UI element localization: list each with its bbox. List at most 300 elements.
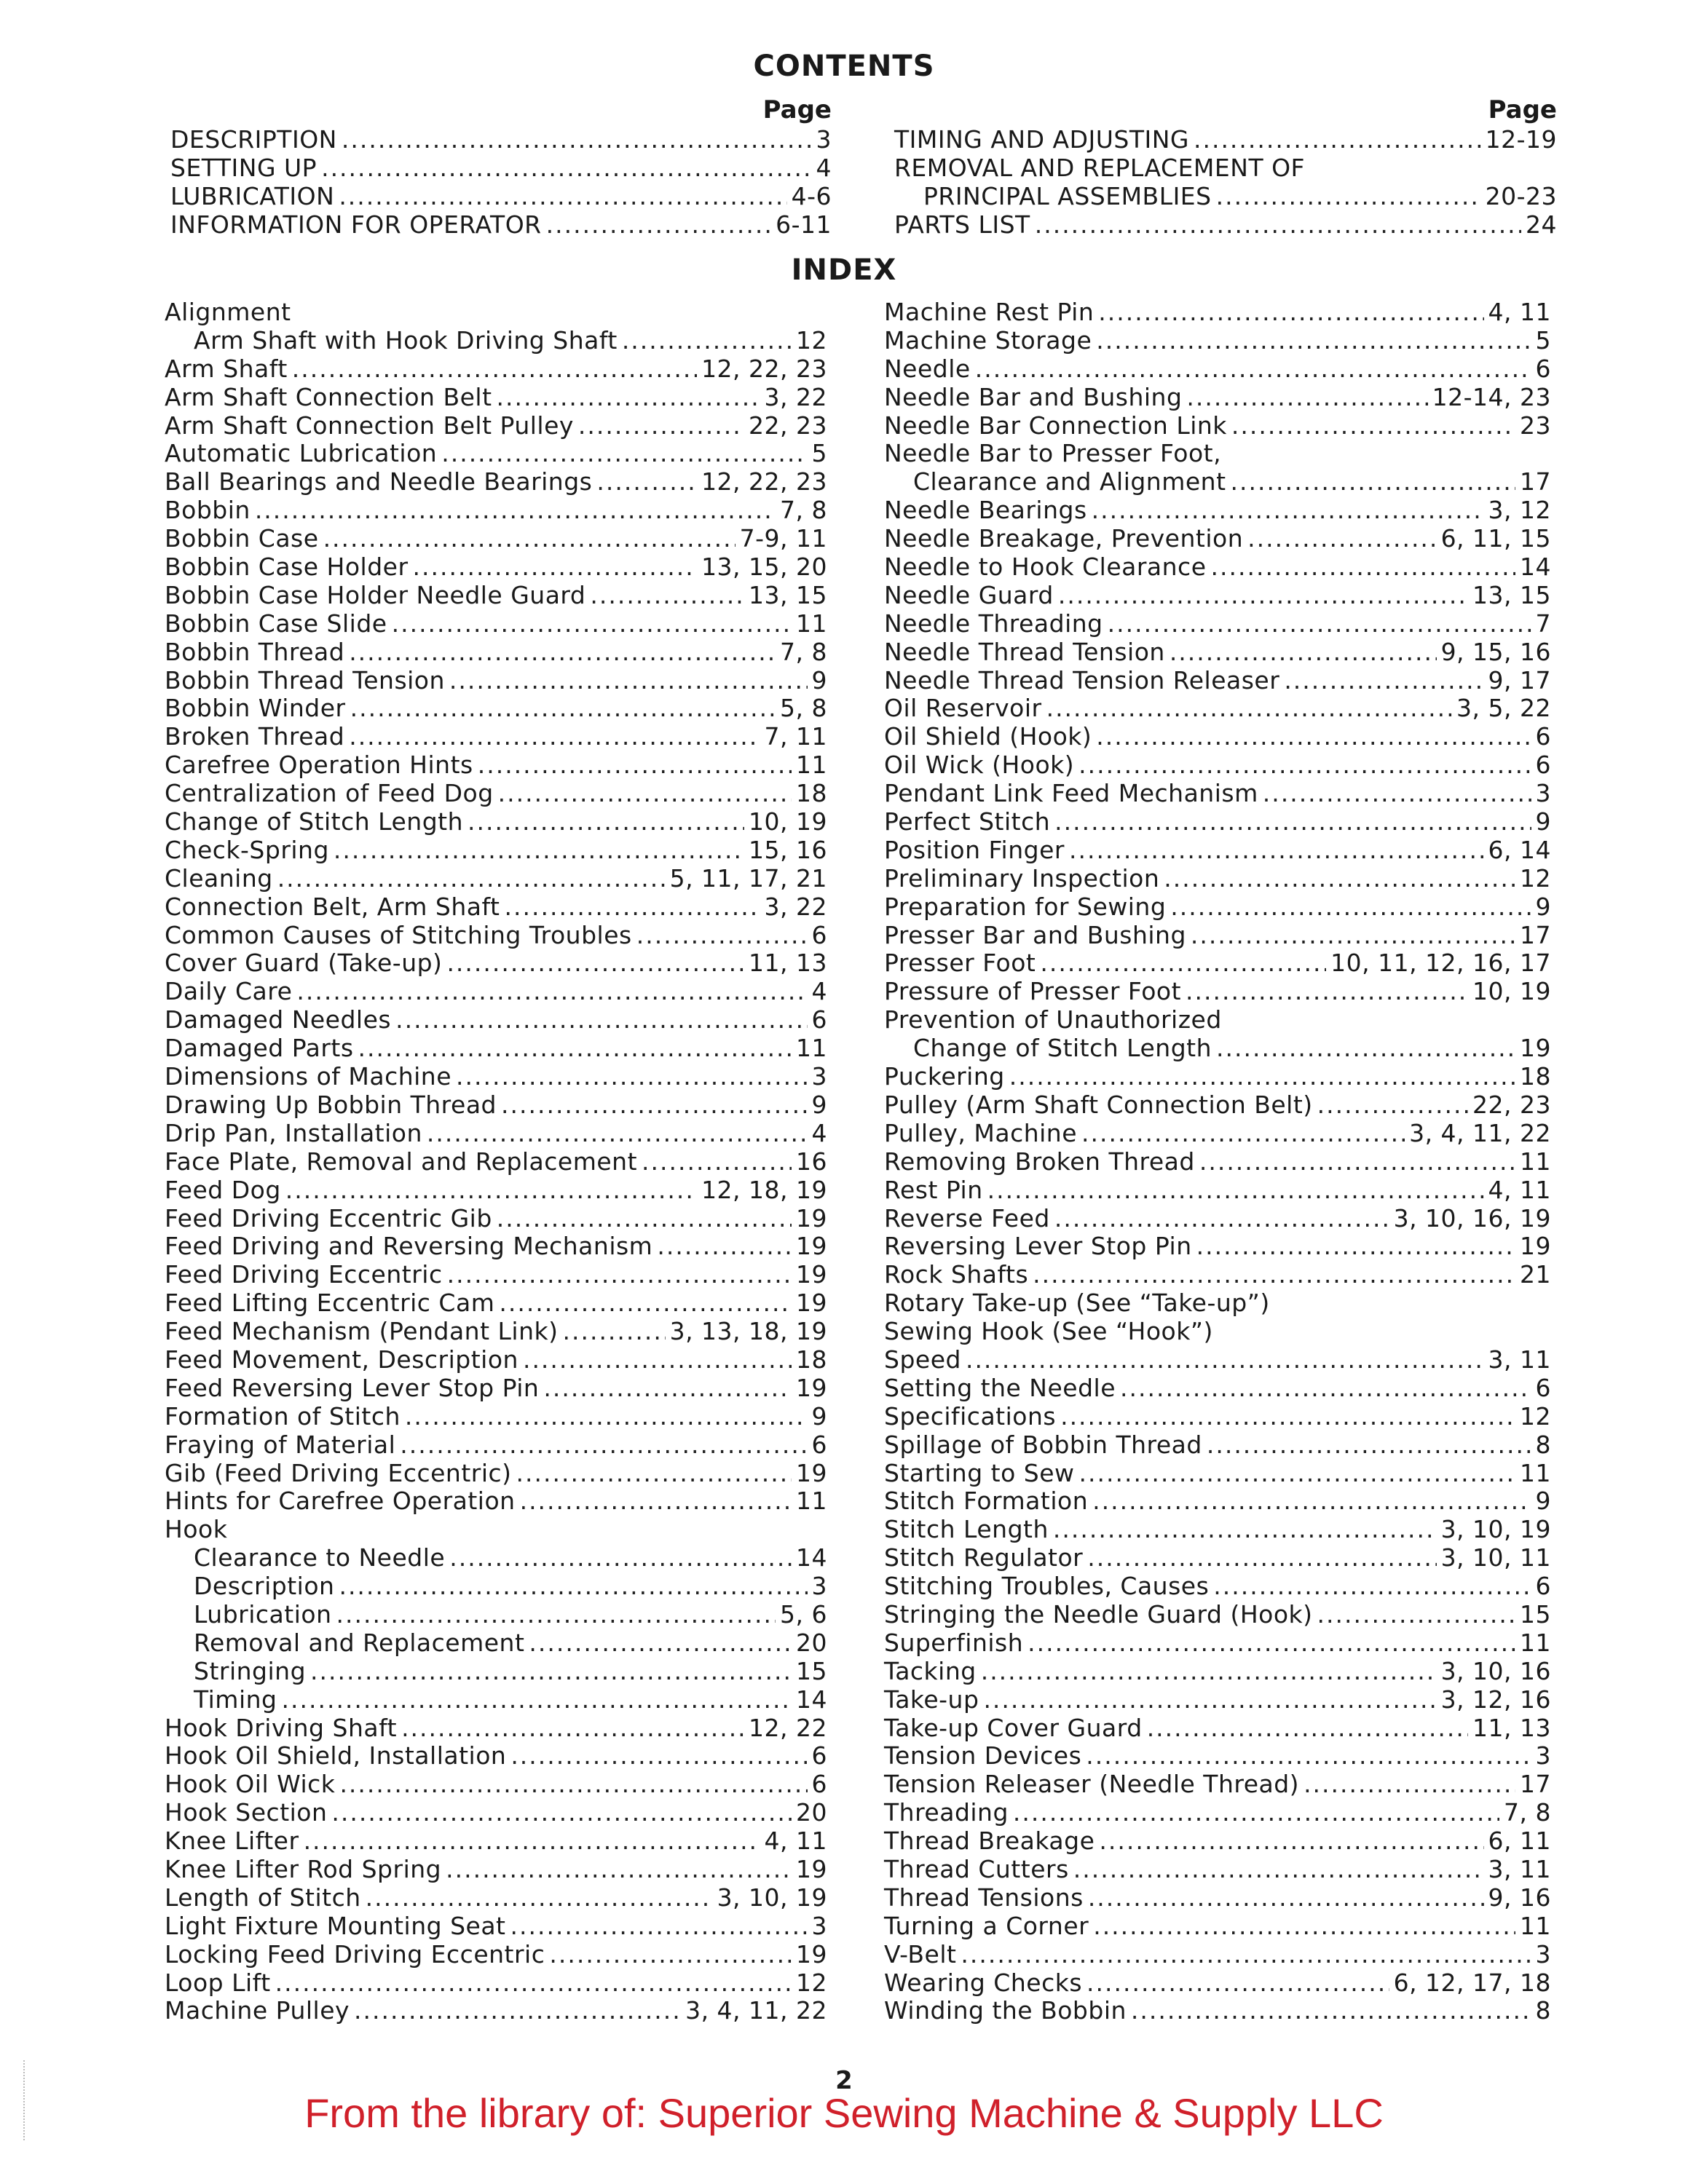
entry-page: 11	[796, 609, 827, 638]
index-entry	[884, 1572, 1551, 1601]
entry-page: 8	[1535, 1430, 1551, 1459]
entry-label: Oil Shield (Hook)	[884, 722, 1092, 751]
contents-right-column	[894, 95, 1557, 239]
entry-label: Pulley, Machine	[884, 1118, 1078, 1147]
entry-page: 6	[811, 1005, 827, 1034]
entry-label: Length of Stitch	[165, 1883, 361, 1912]
entry-page: 6	[811, 920, 827, 949]
leader-dots	[350, 695, 776, 723]
entry-page: 9, 15, 16	[1440, 637, 1551, 666]
leader-dots	[1216, 182, 1481, 210]
entry-label: Pulley (Arm Shaft Connection Belt)	[884, 1090, 1313, 1119]
entry-page: 14	[796, 1543, 827, 1572]
index-entry	[884, 836, 1551, 865]
entry-label: Prevention of Unauthorized	[884, 1005, 1222, 1034]
leader-dots	[1096, 723, 1531, 751]
leader-dots	[449, 667, 808, 695]
index-entry	[884, 1006, 1551, 1034]
leader-dots	[285, 1176, 697, 1205]
contents-left-column	[170, 95, 832, 239]
leader-dots	[400, 1431, 807, 1460]
entry-page: 3	[811, 1911, 827, 1940]
index-entry	[165, 1884, 827, 1912]
index-entry	[884, 553, 1551, 582]
entry-page: 3, 4, 11, 22	[685, 1996, 827, 2025]
leader-dots	[292, 355, 697, 384]
entry-page: 13, 15	[1472, 580, 1551, 609]
entry-label: Arm Shaft Connection Belt	[165, 382, 492, 411]
index-entry	[165, 1346, 827, 1374]
entry-label: Needle Threading	[884, 609, 1103, 638]
entry-label: INFORMATION FOR OPERATOR	[170, 210, 542, 239]
entry-page: 6	[1535, 1572, 1551, 1601]
entry-page: 9, 17	[1488, 665, 1551, 695]
leader-dots	[354, 1997, 681, 2025]
entry-label: Needle Thread Tension Releaser	[884, 665, 1280, 695]
leader-dots	[1013, 1799, 1499, 1827]
leader-dots	[1079, 1460, 1516, 1488]
index-entry	[165, 525, 827, 553]
leader-dots	[1216, 1034, 1515, 1063]
entry-page: 19	[796, 1289, 827, 1318]
entry-page: 9	[811, 1401, 827, 1431]
entry-label: PARTS LIST	[894, 210, 1030, 239]
entry-label: Feed Driving and Reversing Mechanism	[165, 1232, 653, 1261]
leader-dots	[323, 525, 735, 553]
leader-dots	[456, 1063, 807, 1091]
entry-label: Drip Pan, Installation	[165, 1118, 422, 1147]
index-entry	[884, 355, 1551, 384]
index-entry	[165, 667, 827, 695]
entry-page: 20	[796, 1798, 827, 1827]
entry-label: Perfect Stitch	[884, 807, 1051, 836]
entry-page: 22, 23	[749, 411, 827, 440]
index-entry	[884, 780, 1551, 808]
index-entry	[165, 893, 827, 922]
entry-label: Feed Driving Eccentric Gib	[165, 1203, 492, 1233]
entry-label: Machine Pulley	[165, 1996, 350, 2025]
leader-dots	[336, 1601, 776, 1629]
entry-label: Spillage of Bobbin Thread	[884, 1430, 1202, 1459]
entry-label: Loop Lift	[165, 1968, 271, 1997]
index-entry	[884, 1799, 1551, 1827]
entry-label: Machine Rest Pin	[884, 298, 1095, 326]
page-number: 2	[835, 2066, 853, 2095]
index-entry	[894, 182, 1557, 210]
entry-page: 3, 12, 16	[1440, 1685, 1551, 1714]
entry-label: Locking Feed Driving Eccentric	[165, 1939, 545, 1969]
entry-page: 5, 8	[780, 694, 827, 723]
entry-label: Feed Movement, Description	[165, 1345, 518, 1374]
index-entry	[165, 1176, 827, 1205]
entry-page: 7, 8	[1504, 1798, 1551, 1827]
entry-page: 12-19	[1485, 125, 1557, 154]
entry-label: Specifications	[884, 1401, 1057, 1431]
leader-dots	[1186, 384, 1427, 412]
index-entry	[884, 695, 1551, 723]
index-entry	[884, 922, 1551, 950]
index-entry	[165, 638, 827, 667]
leader-dots	[1054, 808, 1531, 836]
leader-dots	[1284, 667, 1483, 695]
entry-page: 7, 8	[780, 637, 827, 666]
leader-dots	[657, 1233, 792, 1261]
entry-label: Oil Reservoir	[884, 694, 1042, 723]
index-entry	[165, 496, 827, 525]
index-entry	[165, 780, 827, 808]
entry-label: Pressure of Presser Foot	[884, 977, 1182, 1006]
leader-dots	[523, 1346, 792, 1374]
leader-dots	[1099, 1827, 1483, 1856]
index-entry	[170, 125, 832, 154]
index-entry	[165, 1629, 827, 1658]
index-entry	[165, 1006, 827, 1034]
leader-dots	[427, 1120, 808, 1148]
entry-page: 9	[811, 665, 827, 695]
entry-page: 6-11	[776, 210, 832, 239]
leader-dots	[468, 808, 744, 836]
index-entry	[165, 1289, 827, 1318]
entry-page: 19	[796, 1203, 827, 1233]
index-entry	[165, 808, 827, 836]
entry-label: Oil Wick (Hook)	[884, 751, 1075, 780]
index-entry	[165, 553, 827, 582]
entry-label: Stitch Formation	[884, 1487, 1089, 1516]
leader-dots	[1317, 1601, 1515, 1629]
entry-page: 3, 10, 11	[1440, 1543, 1551, 1572]
entry-page: 6, 14	[1488, 835, 1551, 864]
entry-label: Needle Breakage, Prevention	[884, 524, 1244, 553]
index-entry	[165, 1601, 827, 1629]
entry-page: 7, 8	[780, 496, 827, 525]
entry-label: Carefree Operation Hints	[165, 751, 473, 780]
index-entry	[165, 1997, 827, 2025]
leader-dots	[1060, 1403, 1515, 1431]
entry-page: 12	[796, 1968, 827, 1997]
index-entry	[165, 1912, 827, 1941]
index-right-column	[884, 298, 1551, 2025]
leader-dots	[1081, 1120, 1405, 1148]
entry-page: 9	[1535, 892, 1551, 921]
entry-label: Stitch Length	[884, 1515, 1049, 1544]
entry-page: 12, 22, 23	[701, 467, 827, 496]
entry-page: 11, 13	[749, 949, 827, 978]
entry-label: Cover Guard (Take-up)	[165, 949, 443, 978]
index-entry	[165, 1431, 827, 1460]
entry-label: Removal and Replacement	[194, 1628, 525, 1657]
leader-dots	[449, 1544, 792, 1572]
entry-label: Reverse Feed	[884, 1203, 1050, 1233]
leader-dots	[296, 978, 807, 1006]
index-entry	[165, 1091, 827, 1120]
leader-dots	[1054, 1205, 1389, 1233]
leader-dots	[342, 125, 812, 154]
index-entry	[165, 695, 827, 723]
leader-dots	[520, 1487, 792, 1516]
index-entry	[165, 1318, 827, 1346]
entry-label: Needle Guard	[884, 580, 1054, 609]
index-entry	[165, 1770, 827, 1799]
index-entry	[884, 638, 1551, 667]
index-entry	[165, 1063, 827, 1091]
leader-dots	[1164, 865, 1515, 893]
entry-label: Hook	[165, 1515, 228, 1544]
index-entry	[165, 1034, 827, 1063]
entry-label: Turning a Corner	[884, 1911, 1089, 1940]
index-entry	[165, 1572, 827, 1601]
leader-dots	[975, 355, 1531, 384]
leader-dots	[282, 1686, 792, 1714]
index-entry	[165, 1120, 827, 1148]
entry-page: 17	[1520, 920, 1551, 949]
entry-label: Change of Stitch Length	[913, 1034, 1212, 1063]
entry-label: Needle Bar Connection Link	[884, 411, 1227, 440]
index-entry	[165, 1403, 827, 1431]
entry-page: 3, 10, 19	[717, 1883, 827, 1912]
index-title: INDEX	[791, 253, 897, 287]
leader-dots	[1096, 327, 1531, 355]
leader-dots	[1194, 125, 1481, 154]
index-entry	[894, 210, 1557, 239]
index-entry	[884, 298, 1551, 327]
index-entry	[165, 582, 827, 610]
leader-dots	[1170, 893, 1531, 922]
leader-dots	[642, 1148, 792, 1176]
index-entry	[884, 412, 1551, 440]
index-entry	[884, 723, 1551, 751]
index-entry	[884, 1176, 1551, 1205]
entry-page: 3, 11	[1488, 1854, 1551, 1883]
entry-page: 9	[1535, 807, 1551, 836]
index-entry	[165, 1799, 827, 1827]
entry-page: 3, 5, 22	[1456, 694, 1551, 723]
index-entry	[165, 1658, 827, 1686]
leader-dots	[1207, 1431, 1531, 1460]
index-entry	[170, 154, 832, 182]
entry-page: 15	[1520, 1599, 1551, 1629]
index-entry	[884, 1034, 1551, 1063]
index-entry	[884, 1261, 1551, 1289]
entry-label: Feed Dog	[165, 1175, 281, 1204]
entry-label: Bobbin Thread Tension	[165, 665, 445, 695]
entry-label: Stringing	[194, 1656, 307, 1685]
entry-page: 22, 23	[1472, 1090, 1551, 1119]
entry-label: Bobbin	[165, 496, 251, 525]
entry-page: 14	[796, 1685, 827, 1714]
leader-dots	[510, 1912, 807, 1941]
entry-label: Take-up	[884, 1685, 979, 1714]
leader-dots	[590, 582, 744, 610]
entry-label: Feed Driving Eccentric	[165, 1260, 443, 1289]
entry-page: 19	[1520, 1232, 1551, 1261]
entry-label: Cleaning	[165, 863, 273, 893]
scan-artifact	[23, 2060, 28, 2140]
entry-page: 4, 11	[764, 1827, 827, 1856]
leader-dots	[339, 1770, 807, 1799]
entry-label: Connection Belt, Arm Shaft	[165, 892, 500, 921]
leader-dots	[275, 1969, 792, 1998]
entry-page: 5, 11, 17, 21	[669, 863, 827, 893]
entry-page: 4, 11	[1488, 298, 1551, 326]
leader-dots	[339, 1572, 807, 1601]
leader-dots	[1196, 1233, 1515, 1261]
entry-label: Needle	[884, 354, 971, 383]
leader-dots	[529, 1629, 792, 1658]
entry-page: 9	[811, 1090, 827, 1119]
leader-dots	[446, 949, 744, 978]
entry-page: 3	[816, 125, 832, 154]
entry-page: 20	[796, 1628, 827, 1657]
entry-page: 4	[816, 154, 832, 182]
entry-label: Preparation for Sewing	[884, 892, 1167, 921]
entry-label: Bobbin Case Holder Needle Guard	[165, 580, 586, 609]
index-entry	[165, 468, 827, 496]
entry-label: Removing Broken Thread	[884, 1147, 1195, 1176]
entry-page: 3, 10, 16, 19	[1393, 1203, 1551, 1233]
leader-dots	[1304, 1770, 1515, 1799]
index-entry	[894, 154, 1557, 182]
leader-dots	[1033, 1261, 1515, 1289]
entry-page: 7-9, 11	[739, 524, 827, 553]
leader-dots	[392, 610, 792, 638]
entry-page: 16	[796, 1147, 827, 1176]
index-entry	[884, 1318, 1551, 1346]
leader-dots	[622, 327, 792, 355]
entry-page: 10, 19	[1472, 977, 1551, 1006]
index-entry	[165, 1827, 827, 1856]
index-entry	[884, 949, 1551, 978]
library-footer: From the library of: Superior Sewing Machine & Supply LLC	[304, 2090, 1384, 2136]
entry-page: 11	[1520, 1628, 1551, 1657]
index-entry	[165, 1969, 827, 1998]
entry-page: 15, 16	[749, 835, 827, 864]
index-entry	[884, 1770, 1551, 1799]
index-entry	[165, 1686, 827, 1714]
entry-label: Position Finger	[884, 835, 1065, 864]
entry-page: 19	[796, 1373, 827, 1402]
entry-label: Light Fixture Mounting Seat	[165, 1911, 506, 1940]
entry-label: Bobbin Thread	[165, 637, 345, 666]
entry-page: 3, 10, 16	[1440, 1656, 1551, 1685]
entry-label: Needle to Hook Clearance	[884, 553, 1207, 582]
index-entry	[884, 1544, 1551, 1572]
index-entry	[165, 1148, 827, 1176]
entry-page: 19	[1520, 1034, 1551, 1063]
index-entry	[884, 893, 1551, 922]
entry-page: 3	[811, 1572, 827, 1601]
entry-label: Ball Bearings and Needle Bearings	[165, 467, 593, 496]
index-entry	[884, 1460, 1551, 1488]
entry-label: DESCRIPTION	[170, 125, 337, 154]
entry-page: 11	[1520, 1911, 1551, 1940]
leader-dots	[1191, 922, 1515, 950]
index-entry	[884, 1120, 1551, 1148]
entry-page: 3	[1535, 779, 1551, 808]
leader-dots	[1087, 1544, 1436, 1572]
leader-dots	[395, 1006, 807, 1034]
entry-label: Reversing Lever Stop Pin	[884, 1232, 1192, 1261]
entry-page: 6	[811, 1741, 827, 1770]
leader-dots	[549, 1941, 792, 1969]
index-entry	[165, 1205, 827, 1233]
entry-label: Needle Bar to Presser Foot,	[884, 439, 1222, 468]
index-entry	[884, 1658, 1551, 1686]
entry-label: Needle Bearings	[884, 496, 1087, 525]
leader-dots	[310, 1658, 792, 1686]
index-entry	[165, 723, 827, 751]
index-entry	[165, 355, 827, 384]
entry-page: 19	[796, 1854, 827, 1883]
entry-page: 17	[1520, 1770, 1551, 1799]
entry-page: 9, 16	[1488, 1883, 1551, 1912]
index-entry	[884, 1431, 1551, 1460]
entry-page: 3, 4, 11, 22	[1409, 1118, 1551, 1147]
index-entry	[884, 978, 1551, 1006]
entry-page: 11	[796, 751, 827, 780]
entry-label: Daily Care	[165, 977, 293, 1006]
entry-label: Knee Lifter	[165, 1827, 299, 1856]
index-entry	[165, 1487, 827, 1516]
entry-label: Clearance to Needle	[194, 1543, 446, 1572]
entry-page: 3	[1535, 1741, 1551, 1770]
entry-page: 6	[1535, 722, 1551, 751]
entry-label: Common Causes of Stitching Troubles	[165, 920, 632, 949]
leader-dots	[446, 1856, 792, 1884]
index-entry	[884, 468, 1551, 496]
entry-page: 12	[1520, 863, 1551, 893]
leader-dots	[510, 1742, 807, 1770]
index-entry	[165, 412, 827, 440]
leader-dots	[1073, 1856, 1484, 1884]
entry-page: 9	[1535, 1487, 1551, 1516]
entry-label: Setting the Needle	[884, 1373, 1116, 1402]
leader-dots	[501, 1091, 808, 1120]
index-entry	[165, 1516, 827, 1544]
entry-label: Wearing Checks	[884, 1968, 1083, 1997]
entry-page: 7, 11	[764, 722, 827, 751]
entry-label: Rotary Take-up (See “Take-up”)	[884, 1289, 1270, 1318]
entry-page: 6, 11, 15	[1440, 524, 1551, 553]
entry-label: Arm Shaft Connection Belt Pulley	[165, 411, 574, 440]
entry-label: Lubrication	[194, 1599, 332, 1629]
entry-label: Centralization of Feed Dog	[165, 779, 494, 808]
leader-dots	[505, 893, 760, 922]
entry-page: 11, 13	[1472, 1713, 1551, 1742]
index-entry	[165, 922, 827, 950]
entry-page: 19	[796, 1939, 827, 1969]
entry-label: Arm Shaft with Hook Driving Shaft	[194, 325, 618, 355]
entry-page: 4, 11	[1488, 1175, 1551, 1204]
index-entry	[165, 1941, 827, 1969]
entry-label: Timing	[194, 1685, 277, 1714]
index-entry	[884, 1997, 1551, 2025]
entry-label: Stitching Troubles, Causes	[884, 1572, 1210, 1601]
index-entry	[884, 1856, 1551, 1884]
index-entry	[884, 582, 1551, 610]
entry-label: Gib (Feed Driving Eccentric)	[165, 1458, 512, 1487]
entry-label: V-Belt	[884, 1939, 957, 1969]
entry-page: 3, 22	[764, 382, 827, 411]
entry-label: Rest Pin	[884, 1175, 983, 1204]
entry-label: Thread Breakage	[884, 1827, 1095, 1856]
leader-dots	[401, 1714, 744, 1743]
leader-dots	[1231, 468, 1515, 496]
index-entry	[170, 182, 832, 210]
index-entry	[165, 1233, 827, 1261]
index-entry	[884, 496, 1551, 525]
entry-label: Take-up Cover Guard	[884, 1713, 1143, 1742]
entry-label: Presser Foot	[884, 949, 1036, 978]
